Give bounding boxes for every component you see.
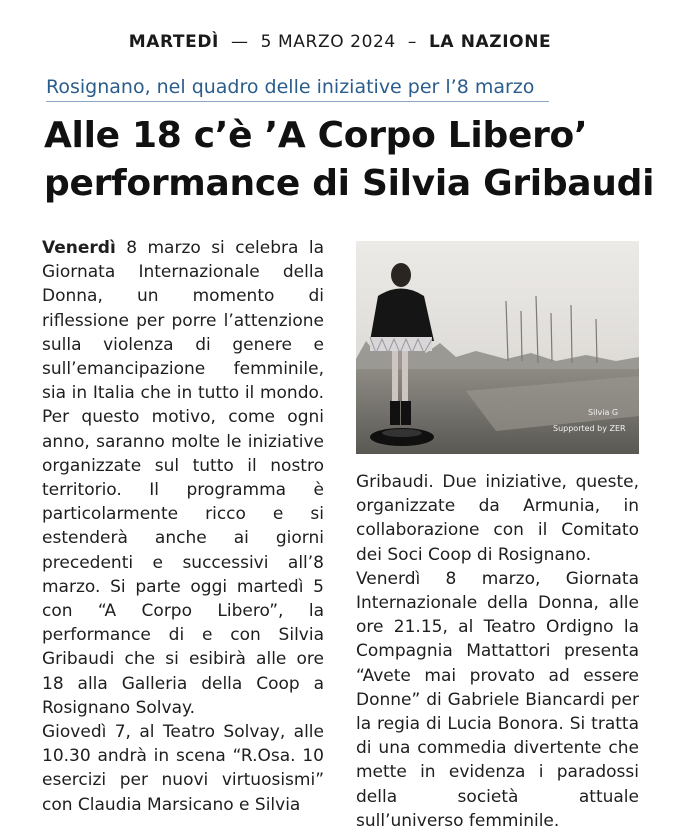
header-newspaper: LA NAZIONE xyxy=(429,32,552,52)
paragraph-1-text: 8 marzo si celebra la Giornata Internazionale della Donna, un momento di riflessione per porre l’attenzione sulla violenza di genere e sull’emancipazione femminile, sia in Italia che in tutto il mondo. Per questo motivo, come ogni anno, saranno molte le iniziative organizzate sul tutto il nostro territorio. Il programma è particolarmente ricco e si estenderà anche ai giorni precedenti e successivi all’8 marzo. Si parte oggi martedì 5 con “A Corpo Libero”, la performance di e con Silvia Gribaudi che si esibirà alle ore 18 alla Galleria della Coop a Rosignano Solvay. xyxy=(42,238,324,718)
article-paragraph-2-continued: Gribaudi. Due iniziative, queste, organizzate da Armunia, in collaborazione con il Comitato dei Soci Coop di Rosignano. xyxy=(356,472,639,565)
header-separator-2: – xyxy=(407,32,417,52)
lead-word: Venerdì xyxy=(42,238,116,258)
page-header xyxy=(0,32,680,52)
article-kicker: Rosignano, nel quadro delle iniziative per l’8 marzo xyxy=(46,76,549,102)
header-separator: — xyxy=(231,32,249,52)
article-headline xyxy=(44,112,664,208)
article-photo xyxy=(356,241,639,454)
headline-line-2: performance di Silvia Gribaudi xyxy=(44,163,655,204)
article-paragraph-1 xyxy=(42,236,324,720)
headline-line-1: Alle 18 c’è ’A Corpo Libero’ xyxy=(44,115,588,156)
photo-illustration xyxy=(356,241,639,454)
article-paragraph-3: Venerdì 8 marzo, Giornata Internazionale della Donna, alle ore 21.15, al Teatro Ordigno la Compagnia Mattattori presenta “Avete mai provato ad essere Donne” di Gabriele Biancardi per la regia di Lucia Bonora. Si tratta di una commedia divertente che mette in evidenza i paradossi della società attuale sull’universo femminile. xyxy=(356,568,639,831)
article-column-right xyxy=(356,470,639,833)
article-paragraph-2: Giovedì 7, al Teatro Solvay, alle 10.30 andrà in scena “R.Osa. 10 esercizi per nuovi virtuosismi” con Claudia Marsicano e Silvia xyxy=(42,722,324,815)
photo-overlay-name: Silvia G xyxy=(588,408,619,417)
article-column-left xyxy=(42,236,324,817)
photo-overlay-credit: Supported by ZER xyxy=(553,424,626,433)
header-date: 5 MARZO 2024 xyxy=(260,32,396,52)
header-day: MARTEDÌ xyxy=(128,32,219,52)
